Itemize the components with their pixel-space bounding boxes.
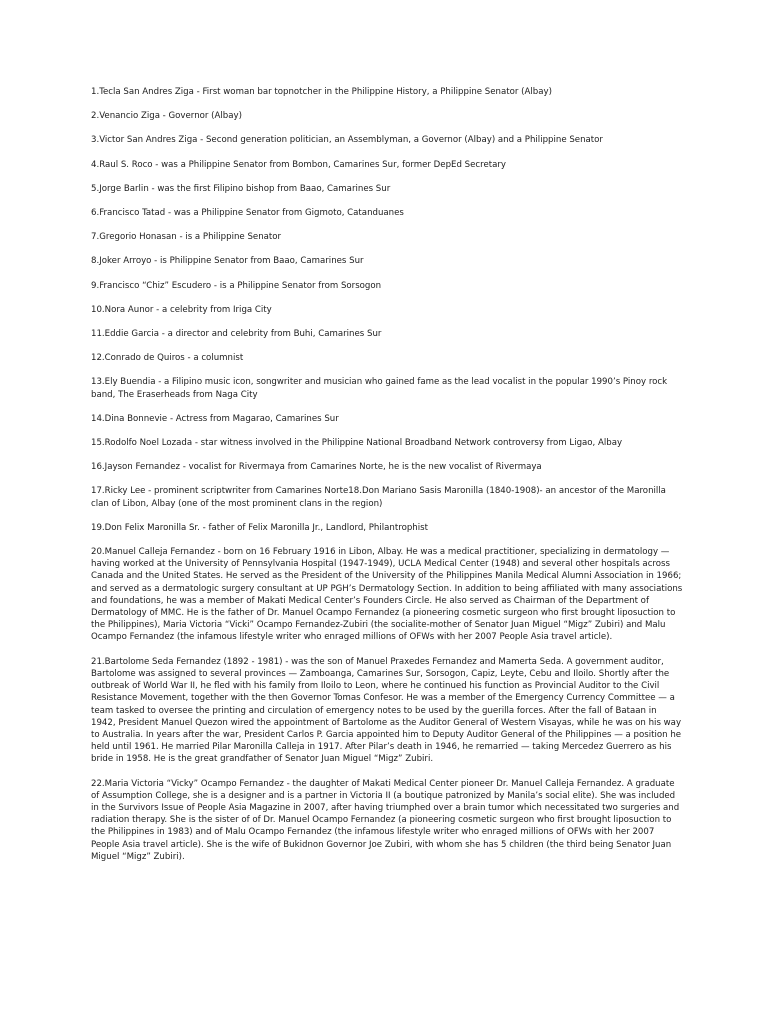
list-item: 19.Don Felix Maronilla Sr. - father of Felix Maronilla Jr., Landlord, Philantrophist (91, 522, 428, 533)
list-item: 16.Jayson Fernandez - vocalist for Rivermaya from Camarines Norte, he is the new vocalist of Rivermaya (91, 462, 542, 473)
list-item: 7.Gregorio Honasan - is a Philippine Senator (91, 232, 282, 243)
list-item: 6.Francisco Tatad - was a Philippine Senator from Gigmoto, Catanduanes (91, 208, 404, 219)
list-item: 22.Maria Victoria “Vicky” Ocampo Fernandez - the daughter of Makati Medical Center pioneer Dr. Manuel Calleja Fernandez. A graduate of Assumption College, she is a designer and is a partner in Victoria II (a boutique patronized by Manila’s social elite). She was included in the Survivors Issue of People Asia Magazine in 2007, after having triumphed over a brain tumor which necessitated two surgeries and radiation therapy. She is the sister of of Dr. Manuel Ocampo Fernandez (a pioneering cosmetic surgeon who first brought liposuction to the Philippines in 1983) and of Malu Ocampo Fernandez (the infamous lifestyle writer who enraged millions of OFWs with her 2007 People Asia travel article). She is the wife of Bukidnon Governor Joe Zubiri, with whom she has 5 children (the third being Senator Juan Miguel “Migz” Zubiri). (91, 778, 680, 862)
list-item: 15.Rodolfo Noel Lozada - star witness involved in the Philippine National Broadband Network controversy from Ligao, Albay (91, 438, 623, 449)
list-item: 14.Dina Bonnevie - Actress from Magarao, Camarines Sur (91, 413, 339, 424)
list-item: 1.Tecla San Andres Ziga - First woman bar topnotcher in the Philippine History, a Philippine Senator (Albay) (91, 87, 552, 97)
list-item: 9.Francisco “Chiz” Escudero - is a Philippine Senator from Sorsogon (91, 280, 382, 291)
list-item: 11.Eddie Garcia - a director and celebrity from Buhi, Camarines Sur (91, 329, 382, 340)
list-item: 3.Victor San Andres Ziga - Second generation politician, an Assemblyman, a Governor (Albay) and a Philippine Senator (91, 135, 603, 146)
list-item: 17.Ricky Lee - prominent scriptwriter from Camarines Norte18.Don Mariano Sasis Maronilla (1840-1908)- an ancestor of the Maronilla clan of Libon, Albay (one of the most prominent clans in the region) (91, 486, 666, 509)
list-item: 10.Nora Aunor - a celebrity from Iriga City (91, 304, 272, 315)
list-item: 8.Joker Arroyo - is Philippine Senator from Baao, Camarines Sur (91, 256, 364, 267)
document-body (91, 86, 683, 875)
list-item: 5.Jorge Barlin - was the first Filipino bishop from Baao, Camarines Sur (91, 183, 391, 194)
list-item: 4.Raul S. Roco - was a Philippine Senator from Bombon, Camarines Sur, former DepEd Secretary (91, 159, 506, 170)
list-item: 2.Venancio Ziga - Governor (Albay) (91, 111, 242, 122)
list-item: 20.Manuel Calleja Fernandez - born on 16 February 1916 in Libon, Albay. He was a medical practitioner, specializing in dermatology — having worked at the University of Pennsylvania Hospital (1947-1949), UCLA Medical Center (1948) and several other hospitals across Canada and the United States. He served as the President of the University of the Philippines Manila Medical Alumni Association in 1966; and served as a dermatologic surgery consultant at UP PGH’s Dermatology Section. In addition to being affiliated with many associations and foundations, he was a member of Makati Medical Center’s Founders Circle. He also served as Chairman of the Department of Dermatology of MMC. He is the father of Dr. Manuel Ocampo Fernandez (a pioneering cosmetic surgeon who first brought liposuction to the Philippines), Maria Victoria “Vicki” Ocampo Fernandez-Zubiri (the socialite-mother of Senator Juan Miguel “Migz” Zubiri) and Malu Ocampo Fernandez (the infamous lifestyle writer who enraged millions of OFWs with her 2007 People Asia travel article). (91, 547, 683, 643)
list-item: 21.Bartolome Seda Fernandez (1892 - 1981) - was the son of Manuel Praxedes Fernandez and Mamerta Seda. A government auditor, Bartolome was assigned to several provinces — Zamboanga, Camarines Sur, Sorsogon, Capiz, Leyte, Cebu and Iloilo. Shortly after the outbreak of World War II, he fled with his family from Iloilo to Leon, where he continued his function as Provincial Auditor to the Civil Resistance Movement, together with the then Governor Tomas Confesor. He was a member of the Emergency Currency Committee — a team tasked to oversee the printing and circulation of emergency notes to be used by the guerilla forces. After the fall of Bataan in 1942, President Manuel Quezon wired the appointment of Bartolome as the Auditor General of Western Visayas, while he was on his way to Australia. In years after the war, President Carlos P. Garcia appointed him to Deputy Auditor General of the Philippines — a position he held until 1961. He married Pilar Maronilla Calleja in 1917. After Pilar’s death in 1946, he remarried — taking Mercedez Guerrero as his bride in 1958. He is the great grandfather of Senator Juan Miguel “Migz” Zubiri. (91, 656, 682, 765)
list-item: 13.Ely Buendia - a Filipino music icon, songwriter and musician who gained fame as the lead vocalist in the popular 1990’s Pinoy rock band, The Eraserheads from Naga City (91, 377, 668, 400)
list-item: 12.Conrado de Quiros - a columnist (91, 353, 244, 364)
